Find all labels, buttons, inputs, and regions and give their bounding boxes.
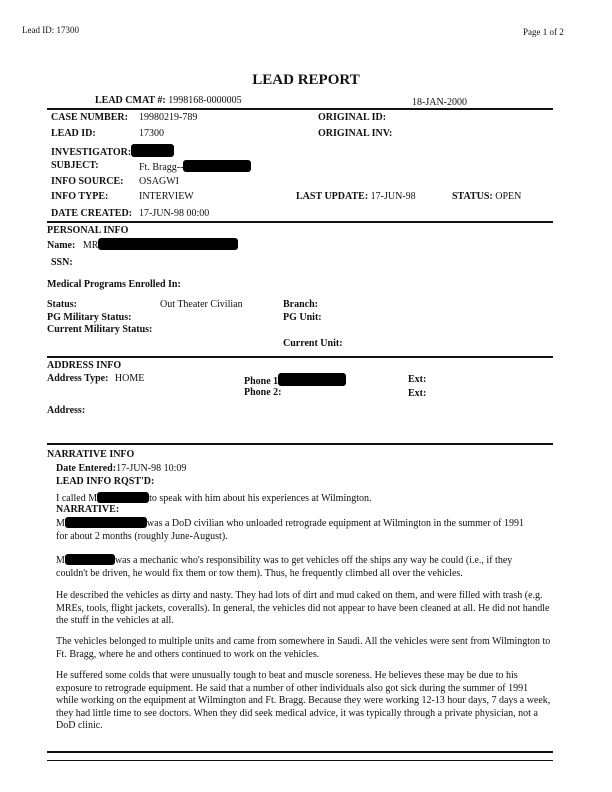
narrative-label: NARRATIVE:: [56, 504, 120, 515]
ssn-label: SSN:: [51, 257, 73, 268]
ext1-label: Ext:: [408, 374, 427, 385]
date-entered-value: 17-JUN-98 10:09: [116, 463, 187, 474]
page-indicator: Page 1 of 2: [523, 27, 564, 37]
status-label: STATUS:: [452, 191, 493, 202]
redaction: [98, 238, 238, 250]
subject-label: SUBJECT:: [51, 160, 99, 171]
report-date: 18-JAN-2000: [412, 97, 467, 108]
info-type-value: INTERVIEW: [139, 191, 194, 202]
ext2-label: Ext:: [408, 388, 427, 399]
p1-prefix: M: [56, 518, 65, 529]
p2-rest: was a mechanic who's responsibility was to get vehicles off the ships any way he could (i.e., if they: [114, 555, 513, 566]
redaction: [183, 160, 251, 172]
personal-info-heading: PERSONAL INFO: [47, 225, 129, 236]
redaction: [65, 517, 147, 528]
address-type-row: [47, 373, 144, 384]
cmat-label: LEAD CMAT #:: [95, 95, 166, 106]
investigator-label: [51, 144, 174, 158]
last-update-value: 17-JUN-98: [370, 191, 416, 202]
case-number-label: CASE NUMBER:: [51, 112, 128, 123]
address-info-heading: ADDRESS INFO: [47, 360, 122, 371]
pg-unit-label: PG Unit:: [283, 312, 322, 323]
p2-line2: couldn't be driven, he would fix them or tow them). Thus, he frequently climbed all over the vehicles.: [56, 567, 463, 579]
cmat-value: 1998168-0000005: [168, 95, 242, 106]
medical-programs-label: Medical Programs Enrolled In:: [47, 279, 181, 290]
last-update: [296, 191, 416, 202]
phone1-label-text: Phone 1: [244, 376, 279, 387]
name-value: MR: [82, 240, 99, 251]
rqst-rest: to speak with him about his experiences at Wilmington.: [149, 493, 372, 504]
current-unit-label: Current Unit:: [283, 338, 343, 349]
phone1-label: [244, 373, 346, 387]
date-entered-row: [56, 463, 186, 474]
p1-rest: was a DoD civilian who unloaded retrograde equipment at Wilmington in the summer of 1991: [146, 518, 525, 529]
address-type-value: HOME: [114, 373, 145, 384]
pg-military-status-label: PG Military Status:: [47, 312, 132, 323]
info-type-label: INFO TYPE:: [51, 191, 109, 202]
rqst-prefix: I called M: [56, 493, 98, 504]
narrative-paragraph-5: He suffered some colds that were unusually tough to beat and muscle soreness. He believes these may be due to his exposure to retrograde equipment. He said that a number of other individuals also got sick during the summer of 1991 while working on the equipment at Wilmington and Ft. Bragg. Because they were working 12-13 hour days, 7 days a week, they had little time to see doctors. When they did seek medical advice, it was typically through a private physician, not a DoD clinic.: [56, 670, 551, 731]
subject-text: Ft. Bragg--: [139, 162, 184, 173]
lead-id-value: 17300: [139, 128, 164, 139]
date-created-value: 17-JUN-98 00:00: [139, 208, 210, 219]
divider: [47, 221, 553, 223]
investigator-label-text: INVESTIGATOR:: [51, 147, 132, 158]
current-military-status-label: Current Military Status:: [47, 324, 153, 335]
info-source-value: OSAGWI: [139, 176, 179, 187]
redaction: [278, 373, 346, 386]
name-label: Name:: [47, 240, 76, 251]
divider: [47, 443, 553, 445]
address-type-label: Address Type:: [47, 373, 109, 384]
divider: [47, 760, 553, 761]
narrative-paragraph-4: The vehicles belonged to multiple units and came from somewhere in Saudi. All the vehicles were sent from Wilmington to Ft. Bragg, where he and others continued to work on the vehicles.: [56, 636, 551, 660]
address-label: Address:: [47, 405, 86, 416]
status-value-personal: Out Theater Civilian: [160, 299, 243, 310]
lead-info-rqst-label: LEAD INFO RQST'D:: [56, 476, 155, 487]
p2-prefix: M: [56, 555, 65, 566]
date-created-label: DATE CREATED:: [51, 208, 133, 219]
redaction: [131, 144, 174, 157]
phone2-label: Phone 2:: [244, 387, 282, 398]
status-label-personal: Status:: [47, 299, 78, 310]
status-value: OPEN: [495, 191, 522, 202]
narrative-paragraph-3: He described the vehicles as dirty and nasty. They had lots of dirt and mud caked on them, and were filled with trash (e.g. MREs, tools, flight jackets, coveralls). In general, the vehicles did not appear to have been cleaned at all. He did not handle the stuff in the vehicles at all.: [56, 590, 550, 626]
status-block: [452, 191, 521, 202]
lead-id-label: LEAD ID:: [51, 128, 96, 139]
redaction: [65, 554, 115, 565]
date-entered-label: Date Entered:: [56, 463, 117, 474]
report-title: LEAD REPORT: [252, 72, 360, 88]
divider: [47, 751, 553, 753]
lead-info-rqst-text: [56, 492, 372, 504]
original-inv-label: ORIGINAL INV:: [318, 128, 393, 139]
cmat-line: [95, 95, 242, 106]
info-source-label: INFO SOURCE:: [51, 176, 124, 187]
last-update-label: LAST UPDATE:: [296, 191, 369, 202]
lead-id-header: Lead ID: 17300: [22, 25, 79, 35]
original-id-label: ORIGINAL ID:: [318, 112, 387, 123]
narrative-info-heading: NARRATIVE INFO: [47, 449, 135, 460]
divider: [47, 108, 553, 110]
narrative-paragraph-2: [56, 554, 552, 580]
case-number-value: 19980219-789: [139, 112, 198, 123]
branch-label: Branch:: [283, 299, 318, 310]
narrative-paragraph-1: [56, 517, 552, 543]
p1-line2: for about 2 months (roughly June-August).: [56, 530, 228, 542]
divider: [47, 356, 553, 358]
subject-value: [139, 160, 251, 173]
name-row: [47, 238, 238, 251]
redaction: [97, 492, 149, 503]
